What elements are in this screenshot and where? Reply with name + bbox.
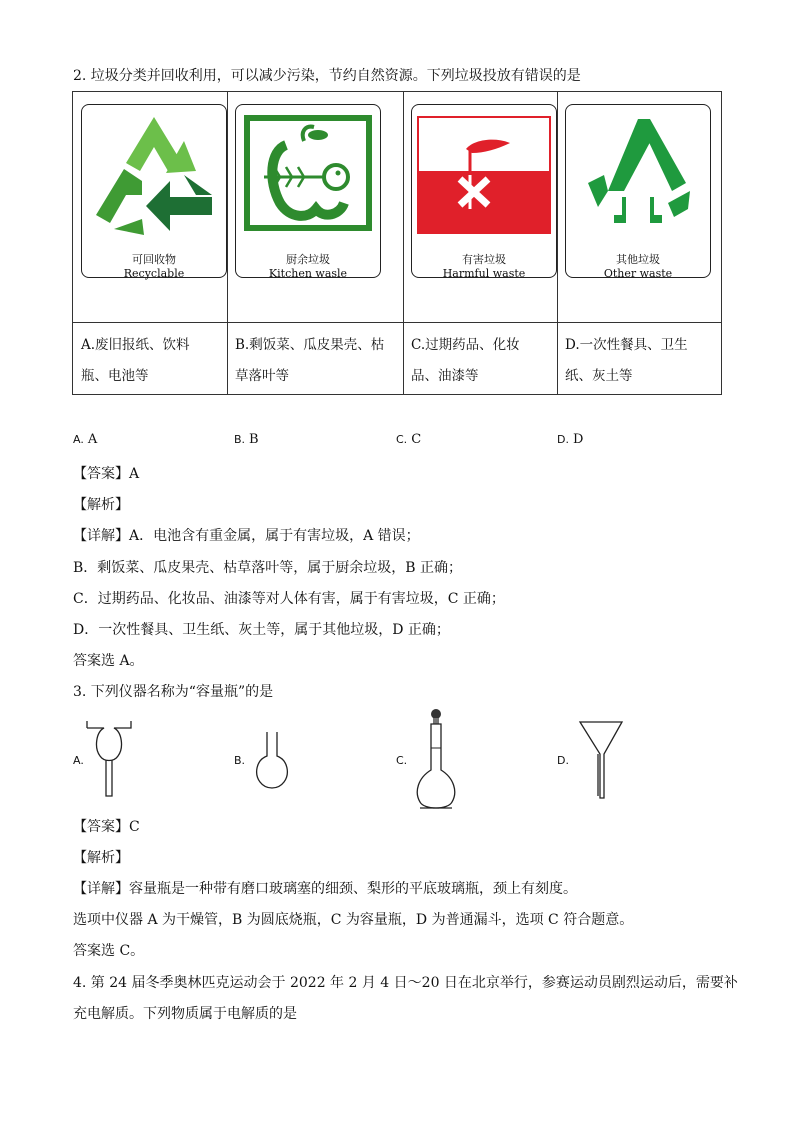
table-cell-d <box>565 330 688 392</box>
table-cell-b <box>235 330 384 392</box>
cell-line: 纸、灰土等 <box>565 368 633 384</box>
q3-option-b[interactable] <box>234 753 249 768</box>
volumetric-flask-icon <box>414 708 458 812</box>
q2-detail-line: D．一次性餐具、卫生纸、灰土等，属于其他垃圾，D 正确； <box>73 622 450 638</box>
option-text: D <box>572 432 584 447</box>
cell-line: 瓶、电池等 <box>81 368 149 384</box>
bin-label-en: Other waste <box>603 267 673 280</box>
q3-detail-line: 答案选 C。 <box>73 943 145 959</box>
q2-analysis-label: 【解析】 <box>73 497 129 513</box>
cell-line: 草落叶等 <box>235 368 289 384</box>
bin-label-en: Recyclable <box>123 267 185 280</box>
crossed-fish-icon <box>414 113 554 237</box>
bin-label-en: Kitchen wasle <box>268 267 348 280</box>
bin-card-other <box>565 104 711 278</box>
q2-title: 2. 垃圾分类并回收利用，可以减少污染，节约自然资源。下列垃圾投放有错误的是 <box>73 68 581 84</box>
q3-analysis-label: 【解析】 <box>73 850 129 866</box>
drying-tube-icon <box>84 718 134 798</box>
q2-detail-line: 答案选 A。 <box>73 653 144 669</box>
answer-label: 【答案】 <box>73 466 129 482</box>
triangle-arrows-icon <box>568 111 708 235</box>
option-letter: B. <box>234 754 246 767</box>
bin-card-recyclable <box>81 104 227 278</box>
q2-table <box>72 91 722 395</box>
option-c[interactable] <box>396 432 421 447</box>
cell-line: B.剩饭菜、瓜皮果壳、枯 <box>235 337 385 353</box>
q3-option-c[interactable] <box>396 753 411 768</box>
option-a[interactable] <box>73 432 97 447</box>
table-cell-a <box>81 330 190 392</box>
bin-card-kitchen <box>235 104 381 278</box>
round-bottom-flask-icon <box>252 730 292 790</box>
option-text: A <box>87 432 98 447</box>
bin-label-cn: 其他垃圾 <box>616 253 660 266</box>
option-letter: C. <box>396 754 408 767</box>
option-letter: C. <box>396 433 408 446</box>
option-letter: D. <box>557 433 569 446</box>
q4-title-line: 充电解质。下列物质属于电解质的是 <box>73 1006 297 1022</box>
option-letter: D. <box>557 754 569 767</box>
answer-value: C <box>129 819 140 835</box>
table-divider <box>557 92 558 394</box>
cell-line: D.一次性餐具、卫生 <box>565 337 688 353</box>
option-letter: A. <box>73 433 84 446</box>
cell-line: A.废旧报纸、饮料 <box>81 337 190 353</box>
bin-label-cn: 可回收物 <box>132 253 176 266</box>
funnel-icon <box>578 720 624 800</box>
bin-label-en: Harmful waste <box>442 267 526 280</box>
q2-detail-line: 【详解】A．电池含有重金属，属于有害垃圾，A 错误； <box>73 528 420 544</box>
bin-label-cn: 有害垃圾 <box>462 253 506 266</box>
q3-detail-line: 选项中仪器 A 为干燥管，B 为圆底烧瓶，C 为容量瓶，D 为普通漏斗，选项 C 符合题意。 <box>73 912 634 928</box>
q4-title-line: 4. 第 24 届冬季奥林匹克运动会于 2022 年 2 月 4 日～20 日在北京举行，参赛运动员剧烈运动后，需要补 <box>73 975 738 991</box>
q3-detail-line: 【详解】容量瓶是一种带有磨口玻璃塞的细颈、梨形的平底玻璃瓶，颈上有刻度。 <box>73 881 577 897</box>
option-text: C <box>411 432 422 447</box>
table-divider <box>403 92 404 394</box>
table-divider <box>227 92 228 394</box>
q2-detail-line: C．过期药品、化妆品、油漆等对人体有害，属于有害垃圾，C 正确； <box>73 591 505 607</box>
bin-card-harmful <box>411 104 557 278</box>
option-letter: B. <box>234 433 246 446</box>
q3-title: 3. 下列仪器名称为“容量瓶”的是 <box>73 684 274 700</box>
q2-answer <box>73 464 139 484</box>
cell-line: 品、油漆等 <box>411 368 479 384</box>
q3-answer <box>73 817 140 837</box>
q2-detail-line: B．剩饭菜、瓜皮果壳、枯草落叶等，属于厨余垃圾，B 正确； <box>73 560 463 576</box>
answer-label: 【答案】 <box>73 819 129 835</box>
answer-value: A <box>129 466 140 482</box>
option-text: B <box>249 432 259 447</box>
bin-label-cn: 厨余垃圾 <box>286 253 330 266</box>
q2-options <box>0 432 794 454</box>
recycle-icon <box>84 111 224 241</box>
option-b[interactable] <box>234 432 259 447</box>
apple-fishbone-icon <box>240 111 376 235</box>
q3-option-d[interactable] <box>557 753 573 768</box>
cell-line: C.过期药品、化妆 <box>411 337 520 353</box>
option-letter: A. <box>73 754 84 767</box>
table-cell-c <box>411 330 520 392</box>
table-divider <box>73 322 721 323</box>
option-d[interactable] <box>557 432 583 447</box>
